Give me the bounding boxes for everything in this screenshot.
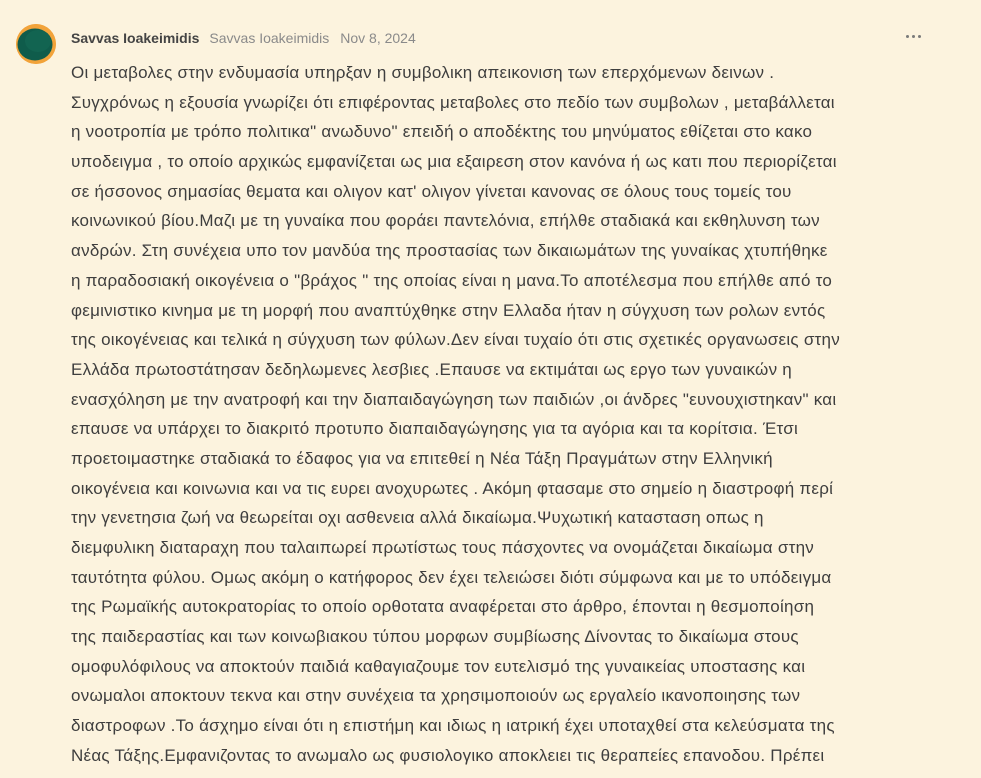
comment-date[interactable]: Nov 8, 2024 [340, 30, 416, 46]
comment-text-line: της οικογένειας και τελικά η σύγχυση των φύλων.Δεν είναι τυχαίο ότι στις σχετικές οργανωσεις στην [71, 330, 840, 350]
comment-text-line: φεμινιστικο κινημα με τη μορφή που αναπτύχθηκε στην Ελλαδα ήταν η σύγχυση των ρολων εντός [71, 300, 826, 320]
author-handle[interactable]: Savvas Ioakeimidis [209, 30, 330, 46]
comment-text-line: προετοιμαστηκε σταδιακά το έδαφος για να επιτεθεί η Νέα Τάξη Πραγμάτων στην Ελληνική [71, 448, 773, 468]
comment-text-line: επαυσε να υπάρχει το διακριτό προτυπο διαπαιδαγώγησης για τα αγόρια και τα κορίτσια. Έτσι [71, 419, 799, 439]
comment-text-line: Νέας Τάξης.Εμφανιζοντας το ανωμαλο ως φυσιολογικο αποκλειει τις θεραπείες επανοδου. Πρέπει [71, 745, 825, 765]
comment-text-line: Οι μεταβολες στην ενδυμασία υπηρξαν η συμβολικη απεικονιση των επερχόμενων δεινων . [71, 63, 775, 82]
comment-text-line: ομοφυλόφιλους να αποκτούν παιδιά καθαγιαζουμε τον ευτελισμό της γυναικείας υποστασης και [71, 656, 806, 676]
more-options-button[interactable] [900, 26, 926, 46]
avatar-icon [16, 24, 56, 64]
comment-meta [71, 29, 416, 47]
comment-text-line: Συγχρόνως η εξουσία γνωρίζει ότι επιφέροντας μεταβολες στο πεδίο των συμβολων , μεταβάλλεται [71, 92, 835, 112]
comment-text-line: Ελλάδα πρωτοστάτησαν δεδηλωμενες λεσβιες .Επαυσε να εκτιμάται ως εργο των γυναικών η [71, 359, 793, 379]
comment-text-line: διαστροφων .Το άσχημο είναι ότι η επιστήμη και ιδιως η ιατρική έχει υποταχθεί στα κελεύσματα της [71, 716, 835, 736]
more-horizontal-icon [904, 35, 922, 38]
comment-text-line: την γενετησια ζωή να θεωρείται οχι ασθενεια αλλά δικαίωμα.Ψυχωτική κατασταση οπως η [71, 508, 764, 528]
comment-text-line: σε ήσσονος σημασίας θεματα και ολιγον κατ' ολιγον γίνεται κανονας σε όλους τους τομείς του [71, 181, 792, 201]
comment-text-line: κοινωνικού βίου.Μαζι με τη γυναίκα που φοράει παντελόνια, επήλθε σταδιακά και εκθηλυνση των [71, 211, 820, 231]
comment-text-line: ενασχόληση με την ανατροφή και την διαπαιδαγώγηση των παιδιών ,οι άνδρες "ευνουχιστηκαν" και [71, 389, 837, 409]
comment-text-line: οικογένεια και κοινωνια και να τις ευρει ανοχυρωτες . Ακόμη φτασαμε στο σημείο η διαστροφή περί [71, 478, 834, 498]
comment-text-line: της παιδεραστίας και των κοινωβιακου τύπου μορφων συμβίωσης Δίνοντας το δικαίωμα στους [71, 627, 799, 647]
comment-text-line: η νοοτροπία με τρόπο πολιτικα" ανωδυνο" επειδή ο αποδέκτης του μηνύματος εθίζεται στο κακο [71, 122, 813, 142]
comment-body [71, 58, 941, 771]
comment-text-line: ανδρών. Στη συνέχεια υπο τον μανδύα της προστασίας των δικαιωμάτων της γυναίκας χτυπήθηκε [71, 241, 828, 261]
comment-text-line: διεμφυλικη διαταραχη που ταλαιπωρεί πρωτίστως τους πάσχοντες να ονομάζεται δικαίωμα στην [71, 538, 815, 557]
author-name[interactable]: Savvas Ioakeimidis [71, 30, 200, 46]
comment-text-line: ονωμαλοι αποκτουν τεκνα και στην συνέχεια τα χρησιμοποιούν ως εργαλείο ικανοποιησης των [71, 686, 801, 706]
comment-text-line: ταυτότητα φύλου. Ομως ακόμη ο κατήφορος δεν έχει τελειώσει διότι σύμφωνα και με το υπόδειγμα [71, 567, 832, 587]
comment-text-line: η παραδοσιακή οικογένεια ο "βράχος " της οποίας είναι η μανα.Το αποτέλεσμα που επήλθε από το [71, 270, 833, 290]
comment-text-line: της Ρωμαϊκής αυτοκρατορίας το οποίο ορθοτατα αναφέρεται στο άρθρο, έπονται η θεσμοποίηση [71, 597, 815, 617]
comment-text-line: υποδειγμα , το οποίο αρχικώς εμφανίζεται ως μια εξαιρεση στον κανόνα ή ως κατι που περιορίζεται [71, 152, 837, 172]
avatar[interactable] [16, 24, 56, 64]
